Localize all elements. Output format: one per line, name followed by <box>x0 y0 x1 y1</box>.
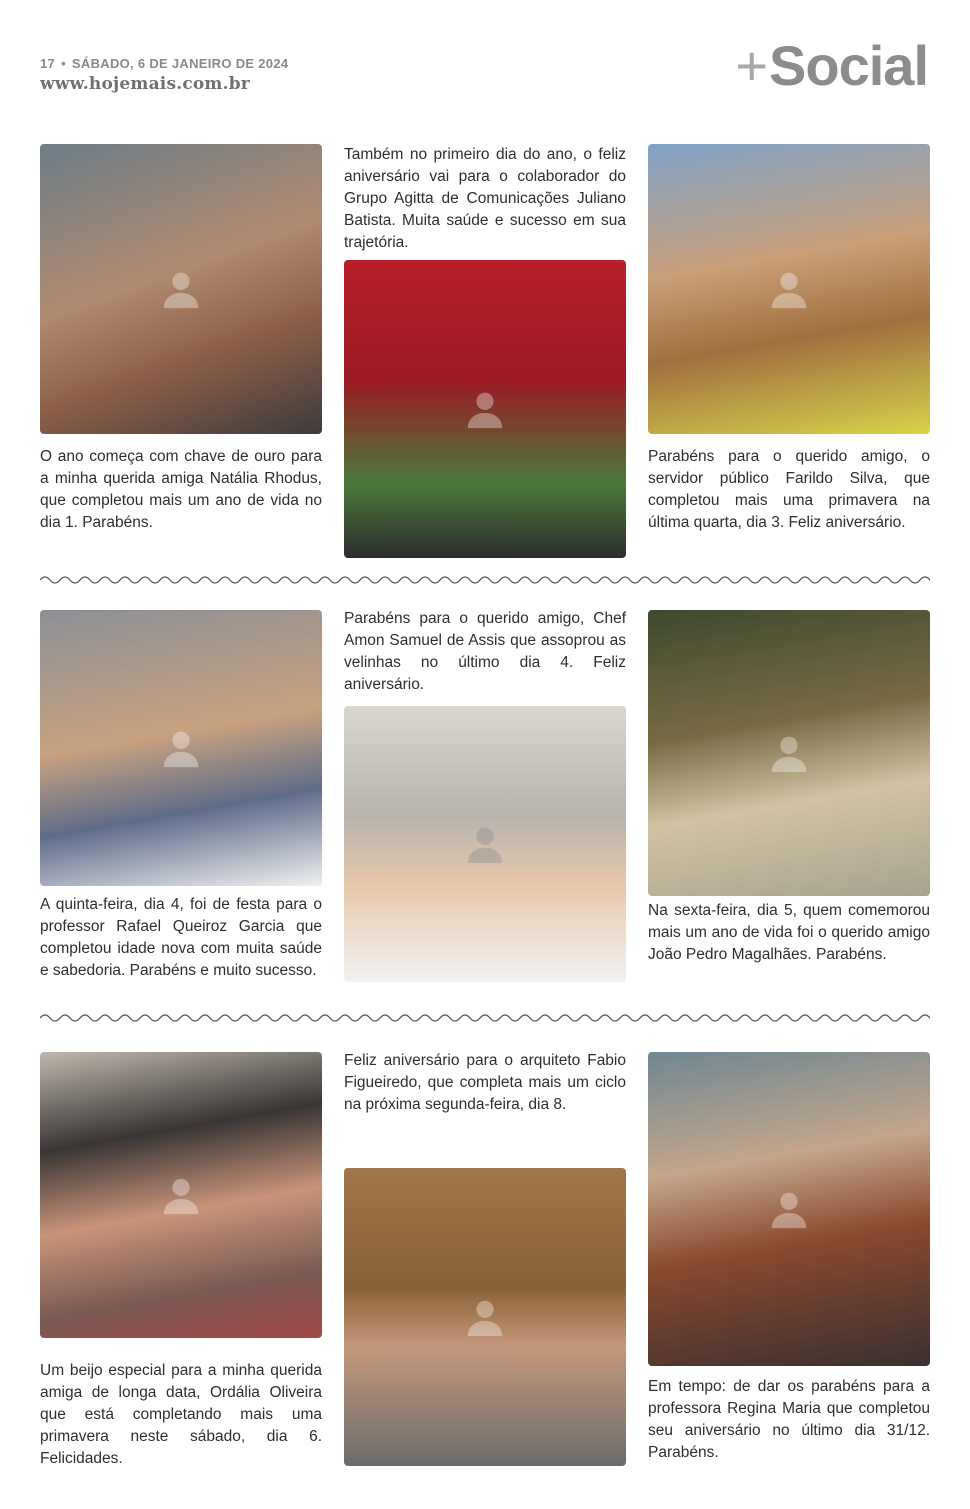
photo-rafael-queiroz <box>40 610 322 886</box>
brand-word: Social <box>769 34 928 97</box>
page-number: 17 <box>40 56 56 71</box>
photo-juliano-batista <box>344 260 626 558</box>
person-photo-icon <box>158 266 204 312</box>
brand-plus: + <box>735 34 768 97</box>
caption-farildo-silva: Parabéns para o querido amigo, o servidor público Farildo Silva, que completou mais uma primavera na última quarta, dia 3. Feliz aniversário. <box>648 448 930 531</box>
wavy-divider-icon <box>40 1012 930 1024</box>
photo-natalia-rhodus <box>40 144 322 434</box>
caption-regina-maria: Em tempo: de dar os parabéns para a professora Regina Maria que completou seu aniversário no último dia 31/12. Parabéns. <box>648 1378 930 1461</box>
person-photo-icon <box>158 725 204 771</box>
caption-fabio-figueiredo: Feliz aniversário para o arquiteto Fabio Figueiredo, que completa mais um ciclo na próxima segunda-feira, dia 8. <box>344 1052 626 1113</box>
person-photo-icon <box>766 1186 812 1232</box>
caption-amon-samuel: Parabéns para o querido amigo, Chef Amon Samuel de Assis que assoprou as velinhas no último dia 4. Feliz aniversário. <box>344 610 626 693</box>
page-date: SÁBADO, 6 DE JANEIRO DE 2024 <box>71 56 289 71</box>
person-photo-icon <box>462 1294 508 1340</box>
photo-amon-samuel <box>344 706 626 982</box>
photo-fabio-figueiredo <box>344 1168 626 1466</box>
page-header-meta <box>40 56 288 71</box>
caption-joao-pedro: Na sexta-feira, dia 5, quem comemorou mais um ano de vida foi o querido amigo João Pedro Magalhães. Parabéns. <box>648 902 930 963</box>
photo-farildo-silva <box>648 144 930 434</box>
caption-rafael-queiroz: A quinta-feira, dia 4, foi de festa para o professor Rafael Queiroz Garcia que completou idade nova com muita saúde e sabedoria. Parabéns e muito sucesso. <box>40 896 322 979</box>
separator-dot: • <box>61 56 66 71</box>
person-photo-icon <box>766 266 812 312</box>
caption-natalia-rhodus: O ano começa com chave de ouro para a minha querida amiga Natália Rhodus, que completou mais um ano de vida no dia 1. Parabéns. <box>40 448 322 531</box>
caption-juliano-batista: Também no primeiro dia do ano, o feliz aniversário vai para o colaborador do Grupo Agitta de Comunicações Juliano Batista. Muita saúde e sucesso em sua trajetória. <box>344 146 626 251</box>
person-photo-icon <box>462 821 508 867</box>
wavy-divider-icon <box>40 574 930 586</box>
section-brand <box>735 34 928 97</box>
site-url[interactable]: www.hojemais.com.br <box>40 74 250 94</box>
photo-regina-maria <box>648 1052 930 1366</box>
person-photo-icon <box>462 386 508 432</box>
person-photo-icon <box>158 1172 204 1218</box>
person-photo-icon <box>766 730 812 776</box>
photo-joao-pedro <box>648 610 930 896</box>
caption-ordalia-oliveira: Um beijo especial para a minha querida amiga de longa data, Ordália Oliveira que está completando mais uma primavera neste sábado, dia 6. Felicidades. <box>40 1362 322 1467</box>
photo-ordalia-oliveira <box>40 1052 322 1338</box>
